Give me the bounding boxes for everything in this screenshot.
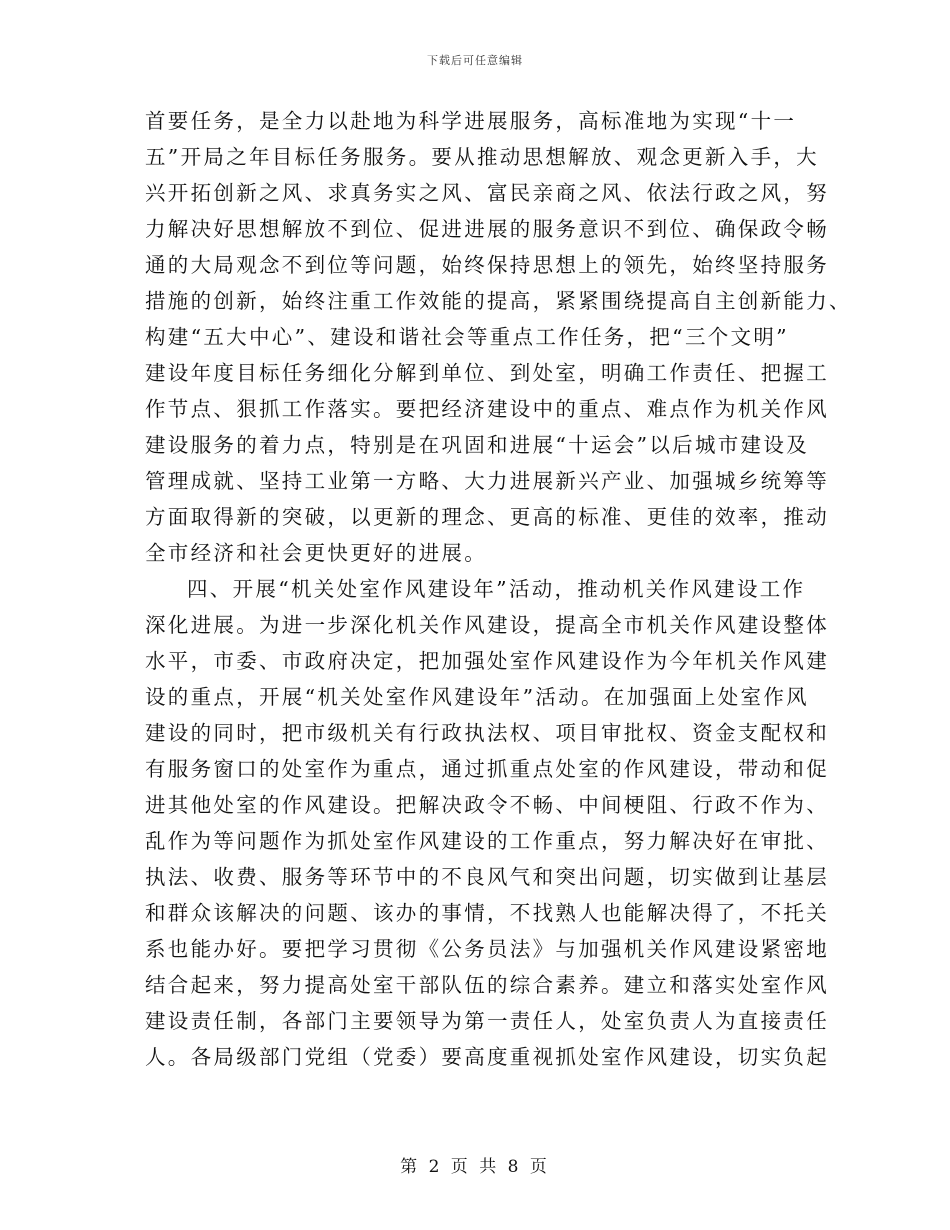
text-line: 兴开拓创新之风、求真务实之风、富民亲商之风、依法行政之风，努: [145, 181, 829, 205]
text-line: 结合起来，努力提高处室干部队伍的综合素养。建立和落实处室作风: [145, 973, 829, 997]
text-line: 乱作为等问题作为抓处室作风建设的工作重点，努力解决好在审批、: [145, 829, 829, 853]
text-line: 系也能办好。要把学习贯彻《公务员法》与加强机关作风建设紧密地: [145, 937, 829, 961]
text-line: 建设责任制，各部门主要领导为第一责任人，处室负责人为直接责任: [145, 1009, 829, 1033]
text-line: 人。各局级部门党组（党委）要高度重视抓处室作风建设，切实负起: [145, 1045, 829, 1069]
text-line: 建设服务的着力点，特别是在巩固和进展“十运会”以后城市建设及: [145, 433, 809, 457]
paragraph-first-line: 四、开展“机关处室作风建设年”活动，推动机关作风建设工作: [187, 577, 806, 601]
text-line: 执法、收费、服务等环节中的不良风气和突出问题，切实做到让基层: [145, 865, 829, 889]
text-line: 全市经济和社会更快更好的进展。: [145, 541, 487, 565]
text-line: 方面取得新的突破，以更新的理念、更高的标准、更佳的效率，推动: [145, 505, 829, 529]
text-line: 设的重点，开展“机关处室作风建设年”活动。在加强面上处室作风: [145, 685, 809, 709]
page-header: 下载后可任意编辑: [427, 54, 523, 67]
text-line: 构建“五大中心”、建设和谐社会等重点工作任务，把“三个文明”: [145, 325, 789, 349]
text-line: 水平，市委、市政府决定，把加强处室作风建设作为今年机关作风建: [145, 649, 829, 673]
page-number-footer: 第 2 页 共 8 页: [400, 1157, 550, 1177]
text-line: 管理成就、坚持工业第一方略、大力进展新兴产业、加强城乡统筹等: [145, 469, 829, 493]
text-line: 通的大局观念不到位等问题，始终保持思想上的领先，始终坚持服务: [145, 253, 829, 277]
text-line: 建设的同时，把市级机关有行政执法权、项目审批权、资金支配权和: [145, 721, 829, 745]
text-line: 措施的创新，始终注重工作效能的提高，紧紧围绕提高自主创新能力、: [145, 289, 852, 313]
text-line: 建设年度目标任务细化分解到单位、到处室，明确工作责任、把握工: [145, 361, 829, 385]
text-line: 首要任务，是全力以赴地为科学进展服务，高标准地为实现“十一: [145, 109, 797, 133]
text-line: 进其他处室的作风建设。把解决政令不畅、中间梗阻、行政不作为、: [145, 793, 829, 817]
text-line: 有服务窗口的处室作为重点，通过抓重点处室的作风建设，带动和促: [145, 757, 829, 781]
text-line: 和群众该解决的问题、该办的事情，不找熟人也能解决得了，不托关: [145, 901, 829, 925]
text-line: 作节点、狠抓工作落实。要把经济建设中的重点、难点作为机关作风: [145, 397, 829, 421]
document-body: [145, 103, 852, 1075]
text-line: 五”开局之年目标任务服务。要从推动思想解放、观念更新入手，大: [145, 145, 819, 169]
text-line: 深化进展。为进一步深化机关作风建设，提高全市机关作风建设整体: [145, 613, 829, 637]
text-line: 力解决好思想解放不到位、促进进展的服务意识不到位、确保政令畅: [145, 217, 829, 241]
